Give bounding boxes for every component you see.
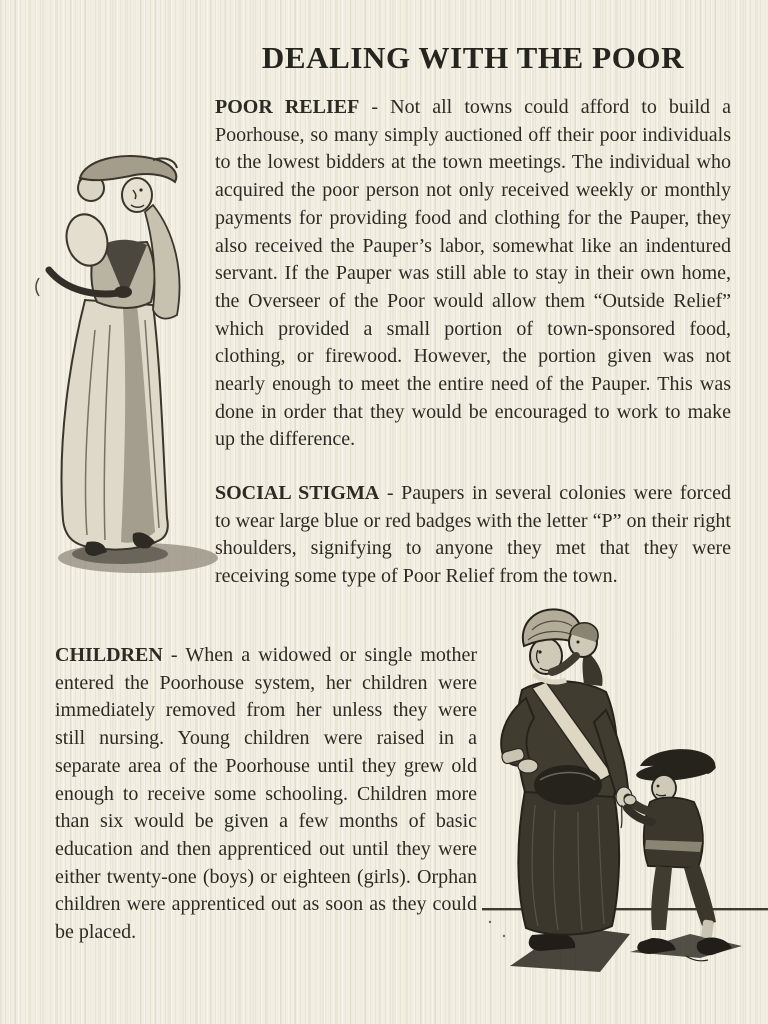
engraving-boy-back-leg [684,866,716,926]
section-heading-poor-relief: POOR RELIEF [215,96,360,118]
engraving-hanging-string [621,805,622,828]
engraving-child-body [583,654,603,686]
engraving-woman-skirt [518,790,619,935]
section-heading-social-stigma: SOCIAL STIGMA [215,482,380,504]
page-title: DEALING WITH THE POOR [261,40,685,75]
section-social-stigma [215,480,731,591]
engraving-speckle [503,935,505,937]
pauper-woman-with-children-engraving-illustration [480,590,768,985]
sketch-eye [139,188,142,191]
engraving-boy-hand [624,795,636,805]
engraving-woman-front-shoe [529,933,575,951]
engraving-child-eye [577,641,580,644]
engraving-boy-back-shoe [697,937,732,955]
woman-carrying-child-sketch-illustration [25,150,220,605]
engraving-woman-eye [538,650,541,653]
section-children [55,642,477,947]
section-body-social-stigma: - Paupers in several colonies were forced to wear large blue or red badges with the letter “P” on their right shoulders, signifying to anyone they met that they were receiving some type of Poor Relief from the town. [215,482,732,588]
engraving-woman-hand-left [518,759,538,773]
sketch-bonnet [80,156,176,182]
engraving-boy-front-leg [651,866,672,930]
engraving-woman-bundle [534,765,602,805]
section-heading-children: CHILDREN [55,644,163,666]
engraving-speckle [489,921,491,923]
section-body-children: - When a widowed or single mother entered the Poorhouse system, her children were immediately removed from her unless they were still nursing. Young children were raised in a separate area of the Poorhouse until they grew old enough to receive some schooling. Children more than six would be given a few months of basic education and then apprenticed out until they were either twenty-one (boys) or eighteen (girls). Orphan children were apprenticed out as soon as they could be placed. [55,644,477,944]
section-body-poor-relief: - Not all towns could afford to build a Poorhouse, so many simply auctioned off their poor individuals to the lowest bidders at the town meetings. The individual who acquired the poor person not only received weekly or monthly payments for providing food and clothing for the Pauper, they also received the Pauper’s labor, somewhat like an indentured servant. If the Pauper was still able to stay in their own home, the Overseer of the Poor would allow them “Outside Relief” which provided a small portion of town-sponsored food, clothing, or firewood. However, the portion given was not nearly enough to meet the entire need of the Pauper. This was done in order that they would be encouraged to work to make up the difference. [215,96,731,451]
section-poor-relief [215,94,731,454]
engraving-boy-eye [657,785,660,788]
sketch-stray-stroke [36,278,39,296]
sketch-hand [114,286,132,298]
